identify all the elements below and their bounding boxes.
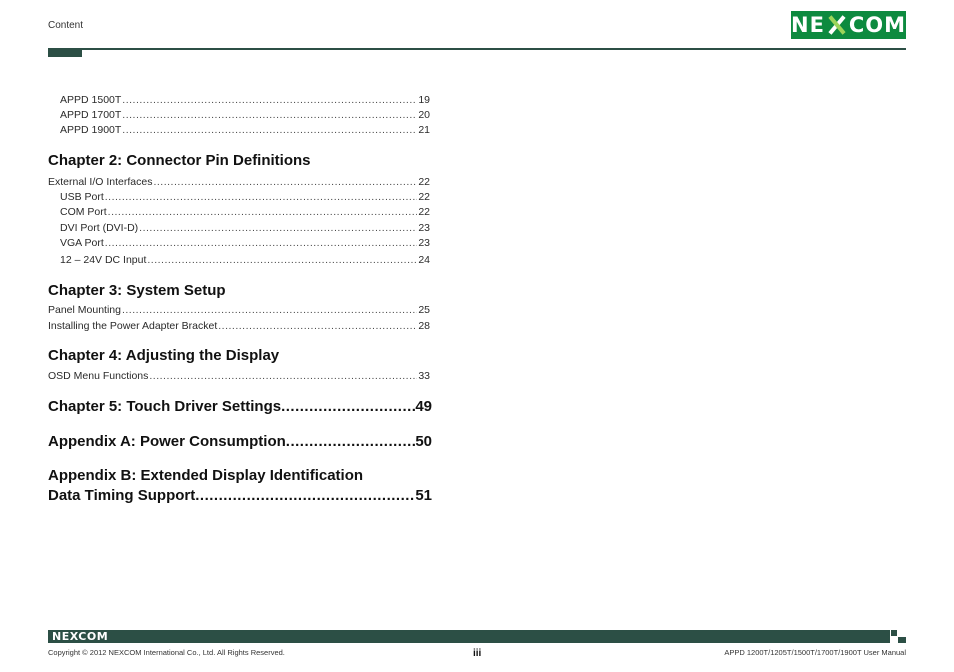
appendix-a-heading[interactable]: Appendix A: Power Consumption ..... 50: [48, 432, 432, 452]
appendix-b-heading-line2[interactable]: Data Timing Support ..... 51: [48, 486, 432, 506]
header-rule-tab: [48, 50, 82, 57]
page-number: iii: [473, 648, 482, 659]
toc-entry-panel-mounting[interactable]: Panel Mounting ..... 25: [48, 304, 430, 317]
toc-entry-dc-input[interactable]: 12 – 24V DC Input ..... 24: [60, 254, 430, 267]
manual-title: APPD 1200T/1205T/1500T/1700T/1900T User Manual: [724, 648, 906, 657]
toc-entry-appd-1700t[interactable]: APPD 1700T ..... 20: [60, 109, 430, 122]
toc-entry-usb-port[interactable]: USB Port ..... 22: [60, 191, 430, 204]
toc-entry-appd-1500t[interactable]: APPD 1500T ..... 19: [60, 94, 430, 107]
copyright-text: Copyright © 2012 NEXCOM International Co., Ltd. All Rights Reserved.: [48, 648, 285, 657]
footer-logo: NEXCOM: [52, 630, 109, 643]
footer-square-icon: [898, 637, 906, 643]
running-header: Content: [48, 20, 84, 31]
chapter-3-heading[interactable]: Chapter 3: System Setup: [48, 282, 226, 299]
header-rule: [48, 48, 906, 50]
chapter-5-heading[interactable]: Chapter 5: Touch Driver Settings ..... 49: [48, 397, 432, 417]
toc-entry-vga-port[interactable]: VGA Port ..... 23: [60, 237, 430, 250]
toc-entry-appd-1900t[interactable]: APPD 1900T ..... 21: [60, 124, 430, 137]
chapter-2-heading[interactable]: Chapter 2: Connector Pin Definitions: [48, 152, 311, 169]
footer-square-icon: [891, 630, 897, 636]
appendix-b-heading-line1[interactable]: Appendix B: Extended Display Identification: [48, 467, 364, 484]
toc-entry-power-adapter-bracket[interactable]: Installing the Power Adapter Bracket ..... 28: [48, 320, 430, 333]
toc-entry-osd-menu[interactable]: OSD Menu Functions ..... 33: [48, 370, 430, 383]
nexcom-logo: NE COM: [791, 13, 906, 37]
footer-bar: [48, 630, 890, 643]
toc-entry-com-port[interactable]: COM Port ..... 22: [60, 206, 430, 219]
logo-x-mark-icon: [826, 15, 848, 35]
chapter-4-heading[interactable]: Chapter 4: Adjusting the Display: [48, 347, 280, 364]
toc-entry-external-io[interactable]: External I/O Interfaces ..... 22: [48, 176, 430, 189]
toc-entry-dvi-port[interactable]: DVI Port (DVI-D) ..... 23: [60, 222, 430, 235]
